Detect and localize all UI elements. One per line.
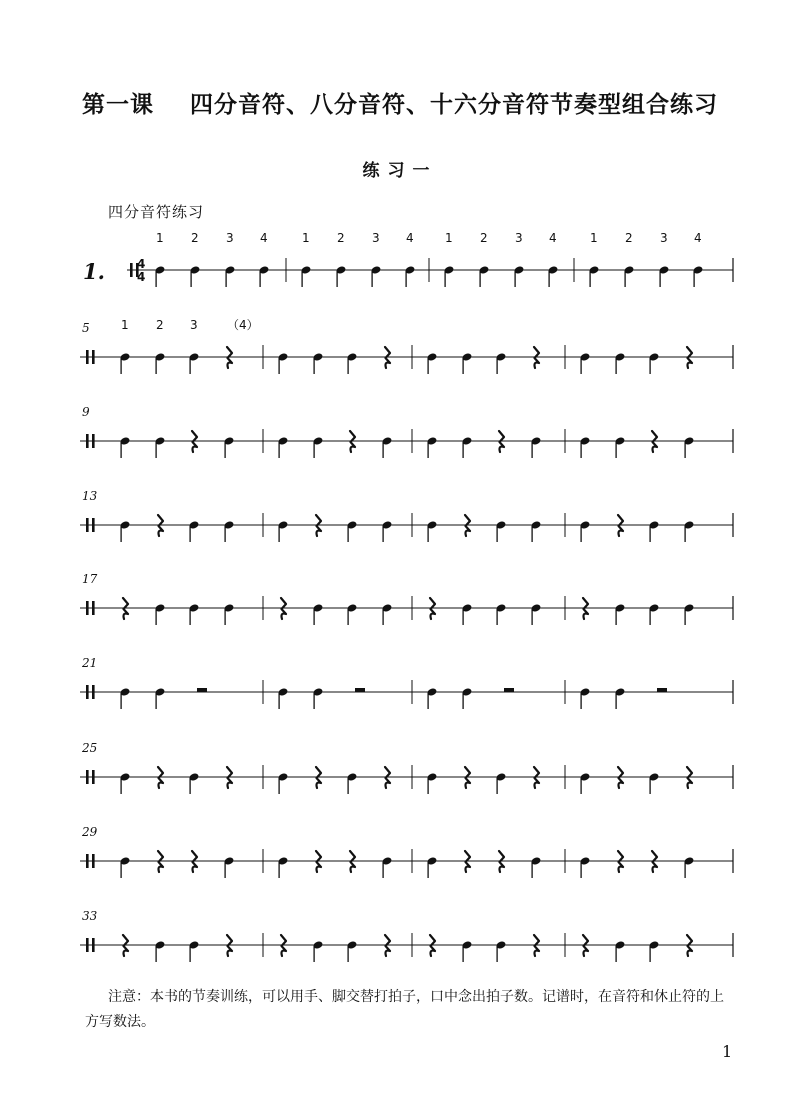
beat-count: 3 [226,231,234,245]
section-label: 四分音符练习 [108,203,205,221]
percussion-clef [86,770,89,784]
beat-count: 3 [515,231,523,245]
staff-system [80,572,733,625]
measure-number: 17 [82,572,98,586]
percussion-clef [92,350,95,364]
half-rest [355,688,365,692]
beat-count: （4） [227,318,259,332]
half-rest [504,688,514,692]
beat-count: 3 [190,318,198,332]
staff-system [80,825,733,878]
percussion-clef [92,685,95,699]
beat-count: 1 [590,231,598,245]
measure-number: 13 [82,489,98,503]
beat-count: 4 [260,231,268,245]
percussion-clef [92,770,95,784]
exercise-number: 1. [83,259,105,284]
percussion-clef [86,350,89,364]
measure-number: 9 [82,405,90,419]
percussion-clef [86,938,89,952]
half-rest [657,688,667,692]
beat-count: 2 [480,231,488,245]
measure-number: 5 [82,321,90,335]
time-signature-bottom: 4 [137,270,146,284]
staff-system [83,231,733,287]
measure-number: 29 [82,825,98,839]
percussion-clef [92,518,95,532]
staff-system [80,909,733,962]
beat-count: 3 [660,231,668,245]
beat-count: 2 [156,318,164,332]
beat-count: 2 [337,231,345,245]
beat-count: 4 [406,231,414,245]
percussion-clef [86,518,89,532]
staff-system [80,489,733,542]
percussion-clef [86,854,89,868]
measure-number: 25 [82,741,98,755]
percussion-clef [86,601,89,615]
percussion-clef [86,434,89,448]
beat-count: 1 [302,231,310,245]
exercise-subtitle: 练习一 [362,161,438,181]
page-number: 1 [722,1042,733,1061]
footnote-line-2: 方写数法。 [85,1014,155,1030]
percussion-clef [92,938,95,952]
footnote-line-1: 注意：本书的节奏训练，可以用手、脚交替打拍子，口中念出拍子数。记谱时，在音符和休止符的上 [108,989,724,1005]
percussion-clef [92,601,95,615]
half-rest [197,688,207,692]
staff-system [80,318,733,374]
staff-system [80,741,733,794]
percussion-clef [92,854,95,868]
percussion-clef [130,263,133,277]
beat-count: 2 [191,231,199,245]
beat-count: 3 [372,231,380,245]
measure-number: 33 [82,909,98,923]
beat-count: 4 [549,231,557,245]
measure-number: 21 [82,656,98,670]
time-signature-top: 4 [137,257,146,271]
percussion-clef [92,434,95,448]
staff-system [80,656,733,709]
beat-count: 1 [121,318,129,332]
beat-count: 1 [156,231,164,245]
beat-count: 4 [694,231,702,245]
footnote [85,985,738,1035]
staff-system [80,405,733,458]
page-title: 第一课 四分音符、八分音符、十六分音符节奏型组合练习 [81,92,719,118]
beat-count: 1 [445,231,453,245]
percussion-clef [86,685,89,699]
beat-count: 2 [625,231,633,245]
